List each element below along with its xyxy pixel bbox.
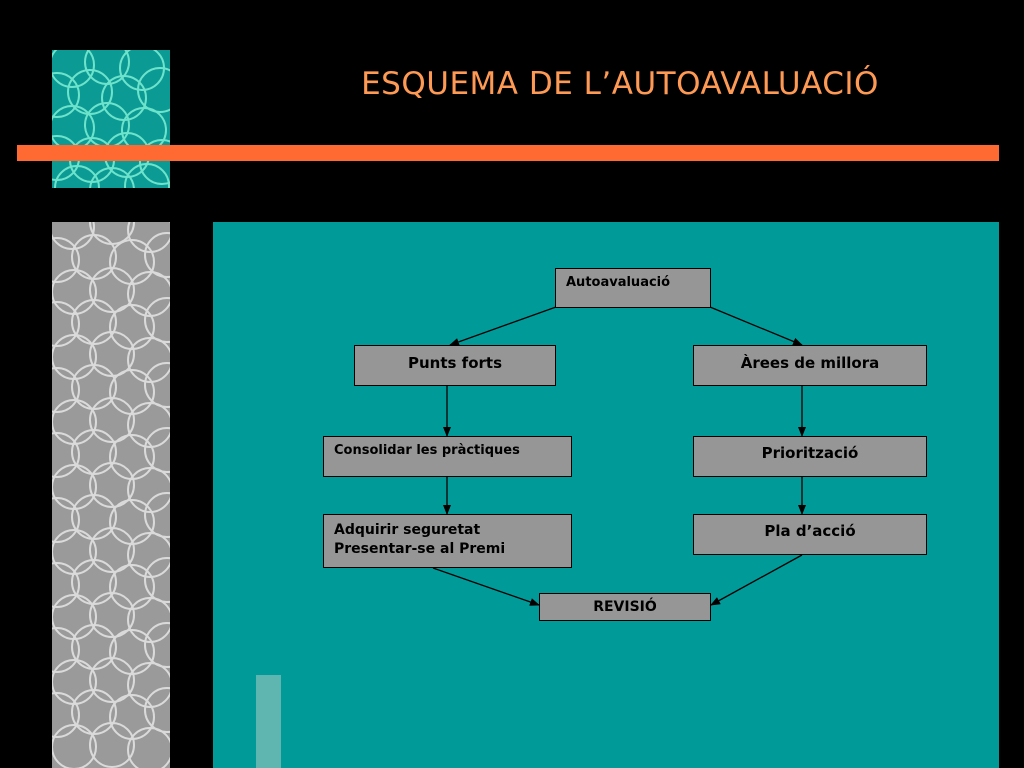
arrow-root-to-strengths (450, 307, 556, 345)
arrow-plan-to-review (711, 555, 802, 605)
box-acquire-confidence (323, 514, 572, 568)
box-consolidate-practices (323, 436, 572, 477)
box-action-plan (693, 514, 927, 555)
box-improvement-areas (693, 345, 927, 386)
box-prioritization (693, 436, 927, 477)
arrow-root-to-improvements (710, 307, 802, 345)
box-acquire-confidence-line1: Adquirir seguretat (334, 522, 481, 538)
box-self-assessment-label: Autoavaluació (566, 275, 671, 290)
slide-title: ESQUEMA DE L’AUTOAVALUACIÓ (361, 66, 879, 102)
box-acquire-confidence-line2: Presentar-se al Premi (334, 541, 506, 557)
box-consolidate-practices-label: Consolidar les pràctiques (334, 443, 520, 458)
box-action-plan-label: Pla d’acció (764, 522, 856, 540)
box-strengths (354, 345, 556, 386)
arrow-acquire-to-review (433, 568, 539, 605)
box-review-label: REVISIÓ (593, 599, 657, 615)
box-improvement-areas-label: Àrees de millora (740, 354, 880, 372)
box-self-assessment (555, 268, 711, 308)
box-strengths-label: Punts forts (408, 354, 502, 372)
box-prioritization-label: Priorització (761, 444, 859, 462)
box-review (539, 593, 711, 621)
